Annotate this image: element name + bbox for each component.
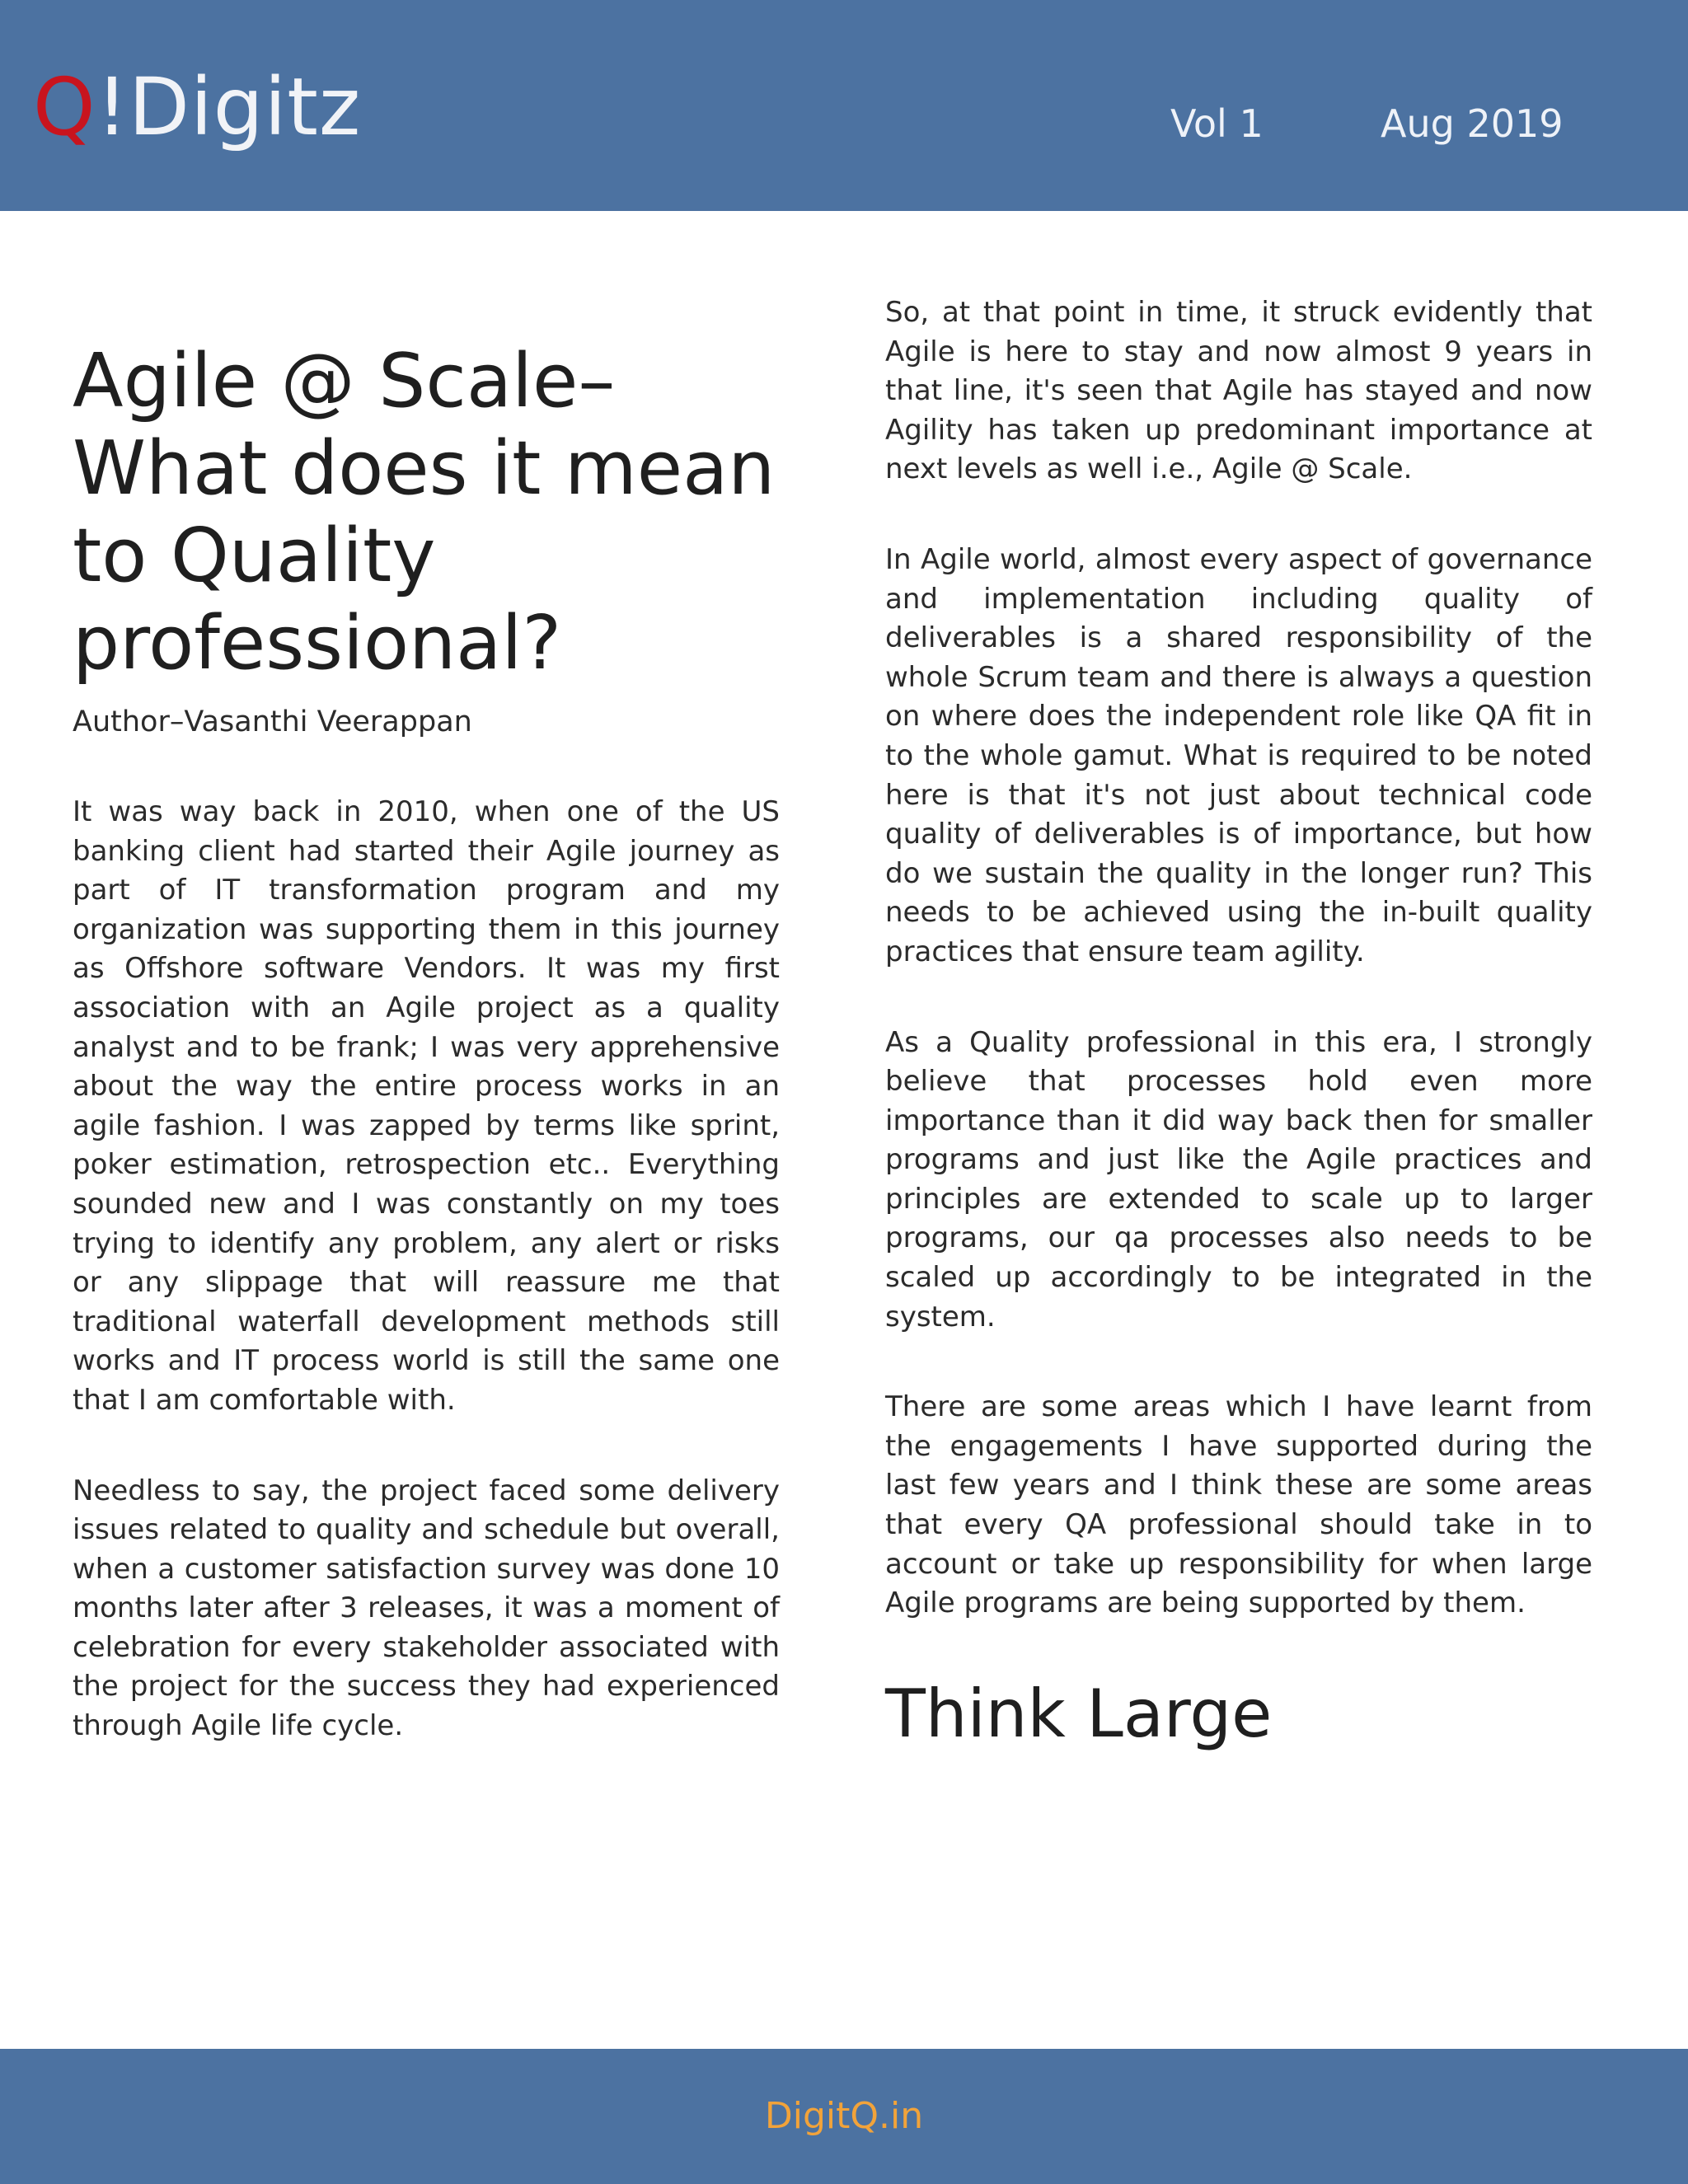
logo: [33, 62, 361, 152]
section-heading: Think Large: [885, 1675, 1273, 1752]
paragraph: So, at that point in time, it struck evidently that Agile is here to stay and now almost 9 years in that line, it's seen that Agile has stayed and now Agility has taken up predominant importance at next levels as well i.e., Agile @ Scale.: [885, 296, 1592, 486]
paragraph: It was way back in 2010, when one of the US banking client had started their Agile journey as part of IT transformation program and my organization was supporting them in this journey as Offshore software Vendors. It was my first association with an Agile project as a quality analyst and to be frank; I was very apprehensive about the way the entire process works in an agile fashion. I was zapped by terms like sprint, poker estimation, retrospection etc.. Everything sounded new and I was constantly on my toes trying to identify any problem, any alert or risks or any slippage that will reassure me that traditional waterfall development methods still works and IT process world is still the same one that I am comfortable with.: [73, 795, 780, 1417]
issue-date: Aug 2019: [1381, 101, 1564, 146]
header-band: [0, 0, 1688, 211]
paragraph: In Agile world, almost every aspect of governance and implementation including quality of deliverables is a shared responsibility of the whole Scrum team and there is always a question on where does the independent role like QA fit in to the whole gamut. What is required to be noted here is that it's not just about technical code quality of deliverables is of importance, but how do we sustain the quality in the longer run? This needs to be achieved using the in-built quality practices that ensure team agility.: [885, 542, 1592, 968]
paragraph: There are some areas which I have learnt from the engagements I have supported during the last few years and I think these are some areas that every QA professional should take in to account or take up responsibility for when large Agile programs are being supported by them.: [885, 1390, 1592, 1620]
right-column: [885, 293, 1592, 1755]
volume-label: Vol 1: [1170, 101, 1264, 146]
logo-q: Q: [33, 61, 96, 153]
left-column: [73, 338, 780, 1746]
article-author: Author–Vasanthi Veerappan: [73, 705, 472, 738]
logo-text: !Digitz: [96, 61, 362, 153]
paragraph: As a Quality professional in this era, I strongly believe that processes hold even more importance than it did way back then for smaller programs and just like the Agile practices and principles are extended to scale up to larger programs, our qa processes also needs to be scaled up accordingly to be integrated in the system.: [885, 1025, 1592, 1333]
footer-band: [0, 2049, 1688, 2184]
footer-site-link[interactable]: DigitQ.in: [764, 2095, 924, 2137]
article-title: Agile @ Scale– What does it mean to Quality professional?: [73, 338, 776, 687]
paragraph: Needless to say, the project faced some delivery issues related to quality and schedule but overall, when a customer satisfaction survey was done 10 months later after 3 releases, it was a moment of celebration for every stakeholder associated with the project for the success they had experienced through Agile life cycle.: [73, 1474, 780, 1743]
